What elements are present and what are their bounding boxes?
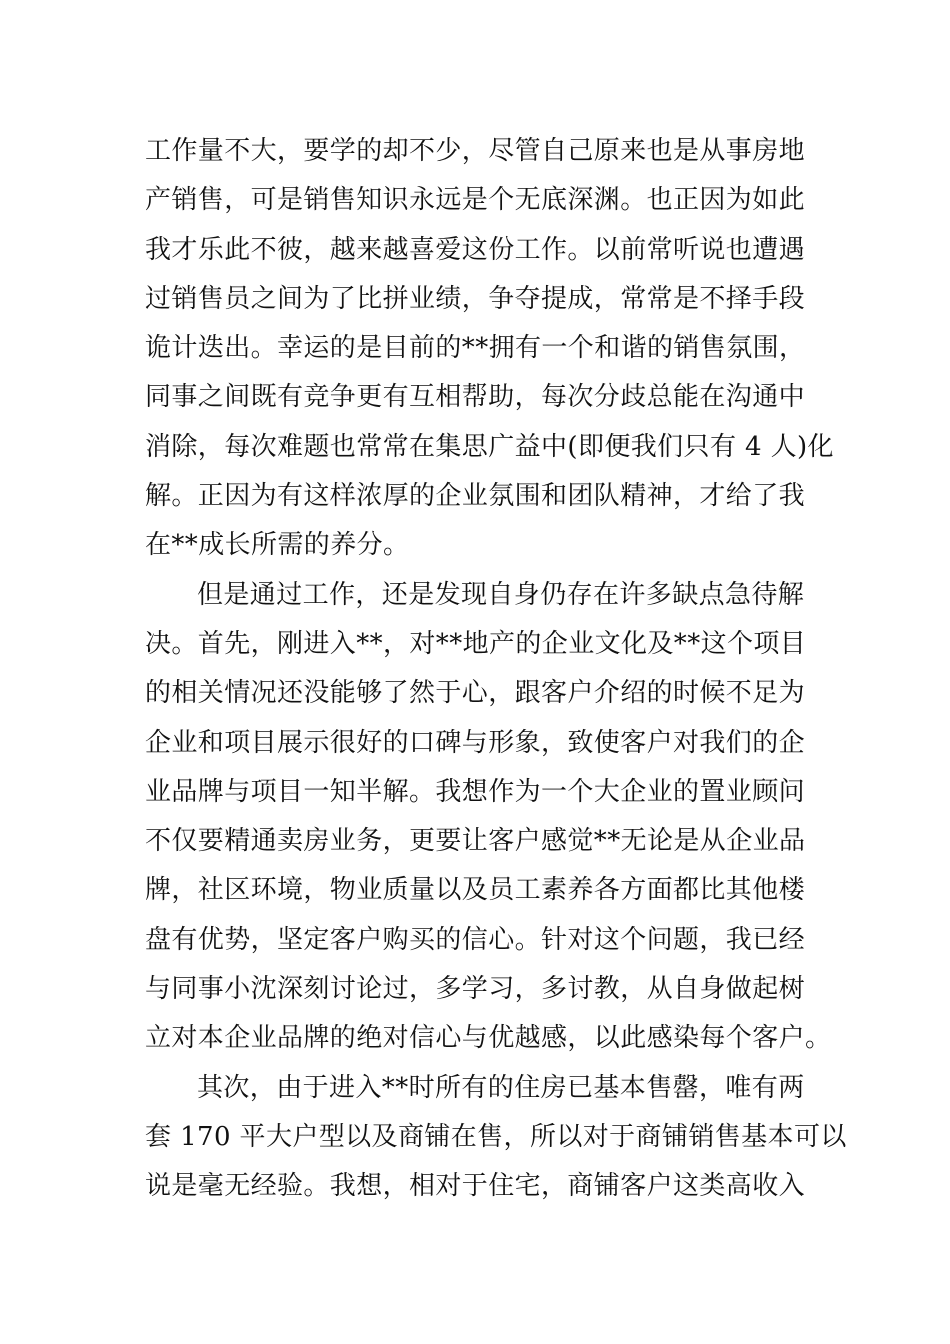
text-line: 决。首先，刚进入**，对**地产的企业文化及**这个项目 [145,628,807,659]
text-line: 过销售员之间为了比拼业绩，争夺提成，常常是不择手段 [145,283,806,314]
text-line: 不仅要精通卖房业务，更要让客户感觉**无论是从企业品 [145,826,806,857]
text-line: 套 170 平大户型以及商铺在售，所以对于商铺销售基本可以 [145,1121,847,1152]
text-line: 企业和项目展示很好的口碑与形象，致使客户对我们的企 [145,727,806,758]
text-line: 立对本企业品牌的绝对信心与优越感，以此感染每个客户。 [145,1023,832,1054]
text-line: 的相关情况还没能够了然于心，跟客户介绍的时候不足为 [145,678,806,709]
text-line: 其次，由于进入**时所有的住房已基本售罄，唯有两 [197,1072,805,1103]
text-line: 业品牌与项目一知半解。我想作为一个大企业的置业顾问 [145,776,806,807]
text-line: 在**成长所需的养分。 [145,530,410,561]
text-line: 消除，每次难题也常常在集思广益中(即便我们只有 4 人)化 [145,431,834,462]
text-line: 工作量不大，要学的却不少，尽管自己原来也是从事房地 [145,136,806,166]
body-text [145,127,847,1212]
text-line: 我才乐此不彼，越来越喜爱这份工作。以前常听说也遭遇 [145,234,806,265]
paragraph-2 [145,571,832,1064]
text-line: 说是毫无经验。我想，相对于住宅，商铺客户这类高收入 [145,1171,806,1202]
text-line: 盘有优势，坚定客户购买的信心。针对这个问题，我已经 [145,924,806,955]
text-line: 但是通过工作，还是发现自身仍存在许多缺点急待解 [197,579,805,610]
text-line: 与同事小沈深刻讨论过，多学习，多讨教，从自身做起树 [145,974,806,1005]
paragraph-3 [145,1064,847,1212]
text-line: 同事之间既有竞争更有互相帮助，每次分歧总能在沟通中 [145,382,806,413]
text-line: 解。正因为有这样浓厚的企业氛围和团队精神，才给了我 [145,481,806,512]
text-line: 牌，社区环境，物业质量以及员工素养各方面都比其他楼 [145,875,806,906]
text-line: 产销售，可是销售知识永远是个无底深渊。也正因为如此 [145,185,806,216]
text-line: 诡计迭出。幸运的是目前的**拥有一个和谐的销售氛围， [145,333,806,364]
paragraph-1 [145,127,834,571]
